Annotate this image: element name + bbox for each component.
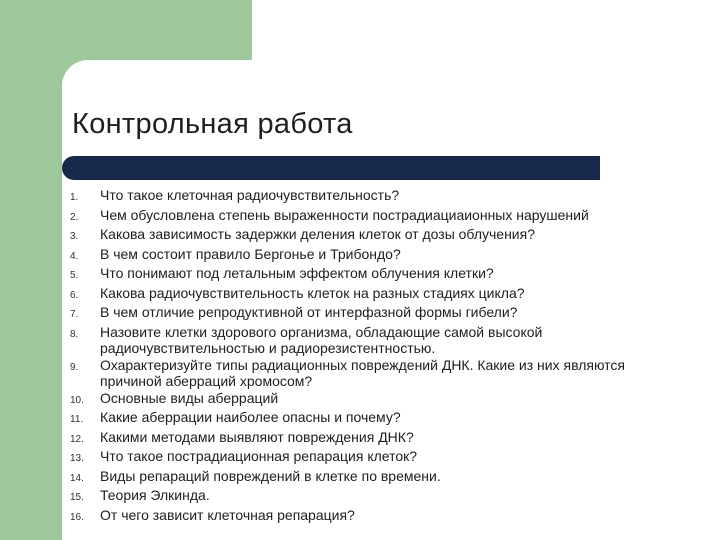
slide-title: Контрольная работа	[72, 108, 353, 140]
list-item	[70, 187, 650, 207]
list-item	[70, 390, 650, 410]
item-number: 4.	[70, 250, 79, 262]
item-number: 5.	[70, 270, 79, 281]
item-text: Основные виды аберраций	[100, 389, 279, 406]
list-item	[70, 487, 650, 507]
list-item	[70, 409, 650, 429]
item-text: Виды репараций повреждений в клетке по времени.	[100, 467, 441, 484]
list-item	[70, 429, 650, 449]
item-text: Какова радиочувствительность клеток на разных стадиях цикла?	[100, 284, 525, 301]
title-underline-bar	[62, 156, 600, 180]
item-number: 12.	[70, 433, 84, 445]
item-text: Охарактеризуйте типы радиационных повреждений ДНК. Какие из них являются причиной аберраций хромосом?	[100, 356, 625, 389]
list-item	[70, 324, 650, 357]
item-number: 10.	[70, 394, 84, 406]
list-item	[70, 468, 650, 488]
item-text: Теория Элкинда.	[100, 487, 210, 503]
item-number: 7.	[70, 309, 79, 320]
item-number: 11.	[70, 414, 84, 425]
item-number: 1.	[70, 192, 79, 203]
question-list	[70, 187, 650, 526]
item-text: Какие аберрации наиболее опасны и почему?	[100, 409, 401, 425]
item-text: В чем отличие репродуктивной от интерфазной формы гибели?	[100, 304, 518, 320]
item-number: 15.	[70, 492, 84, 503]
item-number: 14.	[70, 472, 84, 484]
decor-green-strip	[0, 0, 62, 540]
list-item	[70, 246, 650, 266]
item-text: Какими методами выявляют повреждения ДНК?	[100, 428, 414, 445]
item-text: Назовите клетки здорового организма, обладающие самой высокой радиочувствительностью и радиорезистентностью.	[100, 323, 543, 356]
list-item	[70, 507, 650, 527]
item-number: 2.	[70, 211, 79, 223]
item-number: 3.	[70, 231, 79, 242]
list-item	[70, 285, 650, 305]
item-text: Что понимают под летальным эффектом облучения клетки?	[100, 265, 494, 281]
item-number: 13.	[70, 453, 84, 464]
item-text: Что такое клеточная радиочувствительность?	[100, 187, 400, 203]
item-text: От чего зависит клеточная репарация?	[100, 506, 355, 523]
item-number: 8.	[70, 328, 79, 340]
list-item	[70, 448, 650, 468]
item-number: 16.	[70, 511, 84, 523]
item-text: В чем состоит правило Бергонье и Трибондо?	[100, 245, 401, 262]
list-item	[70, 304, 650, 324]
list-item	[70, 265, 650, 285]
list-item	[70, 207, 650, 227]
list-item	[70, 357, 650, 390]
item-text: Какова зависимость задержки деления клеток от дозы облучения?	[100, 226, 535, 242]
item-text: Чем обусловлена степень выраженности пострадиациаионных нарушений	[100, 206, 589, 223]
item-number: 6.	[70, 289, 79, 301]
list-item	[70, 226, 650, 246]
item-text: Что такое пострадиационная репарация клеток?	[100, 448, 418, 464]
item-number: 9.	[70, 361, 79, 373]
